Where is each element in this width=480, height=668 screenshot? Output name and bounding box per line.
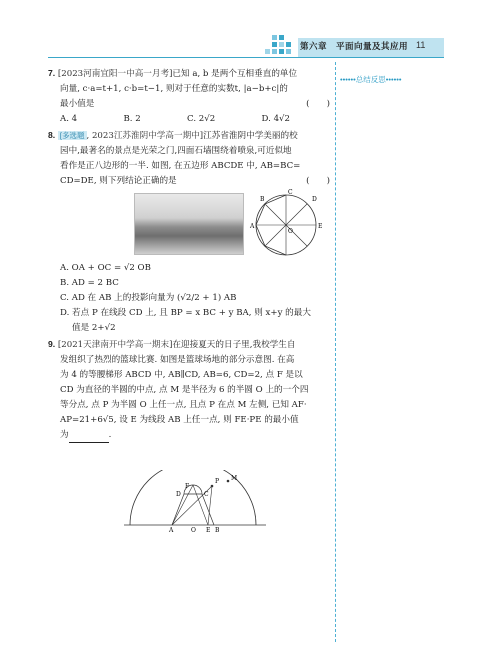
- label-p: P: [215, 478, 220, 485]
- chapter-title: 第六章 平面向量及其应用: [300, 41, 409, 51]
- question-9: [48, 337, 330, 443]
- question-source: [2021天津南开中学高一期末]: [57, 340, 173, 350]
- option-d-continued: 值是 2+√2: [72, 323, 116, 333]
- label-b: B: [215, 527, 220, 532]
- gate-photo: [134, 193, 244, 255]
- answer-paren: ( ): [306, 99, 330, 109]
- question-text-line: 为 4 的等腰梯形 ABCD 中, AB∥CD, AB=6, CD=2, 点 F 是以: [60, 370, 303, 380]
- question-text-line: AP=21+6√5, 设 E 为线段 AB 上任一点, 则 FE·PE 的最小值: [60, 415, 299, 425]
- question-text-line: 园中,最著名的景点是光荣之门,四面石墙围绕着喷泉,可近似地: [60, 146, 292, 156]
- option-c[interactable]: C. AD 在 AB 上的投影向量为 (√2/2 + 1) AB: [60, 293, 237, 303]
- option-b[interactable]: B. 2: [123, 114, 141, 124]
- court-figure: [120, 470, 270, 532]
- question-text-line: 已知 a, b 是两个互相垂直的单位: [172, 69, 298, 79]
- label-b: B: [260, 196, 265, 203]
- header-decoration-icon: [262, 33, 296, 59]
- period: .: [108, 430, 112, 440]
- label-e: E: [318, 223, 323, 230]
- question-text-line: CD 为直径的半圆的中点, 点 M 是半径为 6 的半圆 O 上的一个四: [60, 385, 309, 395]
- question-source: [2023河南宜阳一中高一月考]: [57, 69, 173, 79]
- option-a[interactable]: A. 4: [60, 114, 78, 124]
- figure-row: [48, 189, 330, 261]
- question-number: 9.: [48, 339, 56, 349]
- question-number: 7.: [48, 68, 56, 78]
- label-a: A: [169, 527, 174, 532]
- header-rule: [48, 57, 444, 58]
- page-number: 11: [416, 40, 426, 50]
- label-c: C: [204, 491, 209, 498]
- question-7: [48, 66, 330, 127]
- question-content: [48, 66, 330, 443]
- notes-column: [335, 62, 445, 642]
- question-text-line: 看作是正八边形的一半. 如图, 在五边形 ABCDE 中, AB=BC=: [60, 161, 301, 171]
- question-text-line: 江苏省淮阴中学美丽的校: [203, 131, 298, 141]
- label-f: F: [185, 483, 190, 490]
- option-a[interactable]: A. OA + OC = √2 OB: [60, 263, 151, 273]
- question-source: , 2023江苏淮阴中学高一期中]: [86, 131, 204, 141]
- question-text-line: 为: [60, 430, 69, 440]
- answer-paren: ( ): [306, 176, 330, 186]
- label-o: O: [191, 527, 196, 532]
- answer-blank[interactable]: [69, 433, 109, 443]
- question-8: [48, 128, 330, 336]
- label-d: D: [312, 196, 317, 203]
- label-o: O: [288, 228, 293, 235]
- question-text-line: 发组织了热烈的篮球比赛. 如图是篮球场地的部分示意图. 在高: [60, 355, 295, 365]
- multi-choice-tag: [多选题: [59, 131, 85, 140]
- question-text-line: 在迎接夏天的日子里,我校学生自: [172, 340, 296, 350]
- question-text-line: CD=DE, 则下列结论正确的是: [60, 176, 177, 186]
- label-e: E: [206, 527, 211, 532]
- summary-reflection-label: ••••••总结反思••••••: [340, 75, 402, 84]
- question-text-line: 向量, c·a=t+1, c·b=t−1, 则对于任意的实数t, |a−b+c|的: [60, 84, 288, 94]
- label-m: M: [231, 475, 238, 482]
- option-d[interactable]: D. 4√2: [261, 114, 290, 124]
- label-c: C: [288, 189, 293, 196]
- label-a: A: [250, 223, 255, 230]
- question-text-line: 最小值是: [60, 99, 95, 109]
- options-row: [48, 112, 330, 127]
- question-text-line: 等分点, 点 P 为半圆 O 上任一点, 且点 P 在点 M 左侧, 已知 AF·: [60, 400, 307, 410]
- option-c[interactable]: C. 2√2: [187, 114, 216, 124]
- label-d: D: [176, 491, 181, 498]
- question-number: 8.: [48, 130, 56, 140]
- option-d[interactable]: D. 若点 P 在线段 CD 上, 且 BP = x BC + y BA, 则 x+y 的最大: [60, 308, 311, 318]
- option-b[interactable]: B. AD = 2 BC: [60, 278, 119, 288]
- octagon-figure: [248, 189, 324, 261]
